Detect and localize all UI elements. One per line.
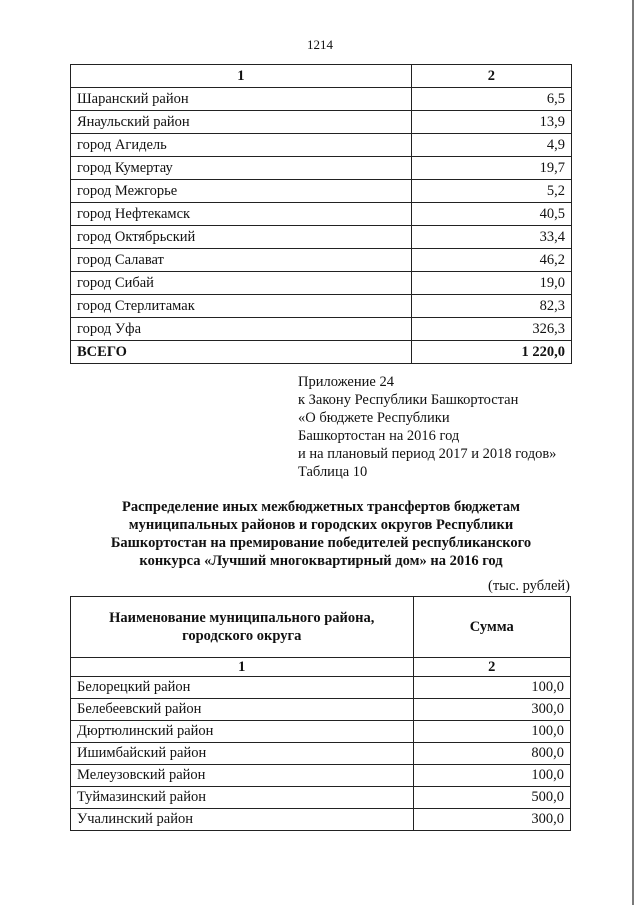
row-name: город Стерлитамак bbox=[71, 295, 412, 318]
row-name: Туймазинский район bbox=[71, 787, 414, 809]
table-row bbox=[71, 295, 572, 318]
appendix-line: Приложение 24 bbox=[298, 374, 394, 390]
total-row bbox=[71, 341, 572, 364]
table-row bbox=[71, 134, 572, 157]
table-row bbox=[71, 88, 572, 111]
table-title bbox=[70, 498, 572, 570]
row-value: 326,3 bbox=[411, 318, 571, 341]
table-row bbox=[71, 721, 571, 743]
row-value: 4,9 bbox=[411, 134, 571, 157]
table-column-numbers bbox=[71, 65, 572, 88]
awards-table bbox=[70, 596, 571, 831]
row-name: город Уфа bbox=[71, 318, 412, 341]
row-name: город Октябрьский bbox=[71, 226, 412, 249]
row-value: 19,7 bbox=[411, 157, 571, 180]
row-value: 33,4 bbox=[411, 226, 571, 249]
row-value: 13,9 bbox=[411, 111, 571, 134]
row-name: Мелеузовский район bbox=[71, 765, 414, 787]
row-value: 100,0 bbox=[413, 721, 571, 743]
title-line: муниципальных районов и городских округов Республики bbox=[128, 517, 514, 533]
table-row bbox=[71, 180, 572, 203]
table-row bbox=[71, 111, 572, 134]
appendix-line: Башкортостан на 2016 год bbox=[298, 428, 460, 444]
title-line: конкурса «Лучший многоквартирный дом» на 2016 год bbox=[139, 553, 503, 569]
column-number-2: 2 bbox=[411, 65, 571, 88]
column-number-1: 1 bbox=[71, 658, 414, 677]
row-value: 800,0 bbox=[413, 743, 571, 765]
appendix-line: Таблица 10 bbox=[298, 464, 368, 480]
row-name: Янаульский район bbox=[71, 111, 412, 134]
row-name: Белорецкий район bbox=[71, 677, 414, 699]
row-name: город Нефтекамск bbox=[71, 203, 412, 226]
table-row bbox=[71, 765, 571, 787]
table-row bbox=[71, 249, 572, 272]
header-sum: Сумма bbox=[413, 597, 571, 658]
total-label: ВСЕГО bbox=[71, 341, 412, 364]
row-value: 6,5 bbox=[411, 88, 571, 111]
total-value: 1 220,0 bbox=[411, 341, 571, 364]
row-name: город Салават bbox=[71, 249, 412, 272]
table-row bbox=[71, 699, 571, 721]
row-value: 19,0 bbox=[411, 272, 571, 295]
row-name: город Межгорье bbox=[71, 180, 412, 203]
row-value: 500,0 bbox=[413, 787, 571, 809]
row-name: Белебеевский район bbox=[71, 699, 414, 721]
table-header-row bbox=[71, 597, 571, 658]
table-row bbox=[71, 226, 572, 249]
units-note: (тыс. рублей) bbox=[488, 578, 570, 594]
table-column-numbers bbox=[71, 658, 571, 677]
page-right-edge bbox=[632, 0, 634, 905]
row-value: 300,0 bbox=[413, 699, 571, 721]
appendix-line: и на плановый период 2017 и 2018 годов» bbox=[298, 446, 557, 462]
row-value: 5,2 bbox=[411, 180, 571, 203]
table-row bbox=[71, 677, 571, 699]
column-number-2: 2 bbox=[413, 658, 571, 677]
table-row bbox=[71, 318, 572, 341]
table-row bbox=[71, 809, 571, 831]
row-name: город Агидель bbox=[71, 134, 412, 157]
table-row bbox=[71, 743, 571, 765]
row-name: Учалинский район bbox=[71, 809, 414, 831]
row-value: 40,5 bbox=[411, 203, 571, 226]
transfers-table-continued bbox=[70, 64, 572, 364]
row-name: Шаранский район bbox=[71, 88, 412, 111]
row-value: 82,3 bbox=[411, 295, 571, 318]
column-number-1: 1 bbox=[71, 65, 412, 88]
table-row bbox=[71, 787, 571, 809]
table-row bbox=[71, 157, 572, 180]
title-line: Башкортостан на премирование победителей республиканского bbox=[110, 535, 532, 551]
row-name: город Кумертау bbox=[71, 157, 412, 180]
header-name: Наименование муниципального района, городского округа bbox=[71, 597, 414, 658]
appendix-caption bbox=[298, 373, 556, 481]
row-value: 100,0 bbox=[413, 765, 571, 787]
appendix-line: к Закону Республики Башкортостан bbox=[298, 392, 519, 408]
page-number: 1214 bbox=[307, 37, 333, 52]
title-line: Распределение иных межбюджетных трансфертов бюджетам bbox=[122, 499, 520, 515]
row-name: Ишимбайский район bbox=[71, 743, 414, 765]
row-value: 300,0 bbox=[413, 809, 571, 831]
row-value: 46,2 bbox=[411, 249, 571, 272]
appendix-line: «О бюджете Республики bbox=[298, 410, 450, 426]
row-name: город Сибай bbox=[71, 272, 412, 295]
table-row bbox=[71, 272, 572, 295]
table-row bbox=[71, 203, 572, 226]
row-name: Дюртюлинский район bbox=[71, 721, 414, 743]
row-value: 100,0 bbox=[413, 677, 571, 699]
